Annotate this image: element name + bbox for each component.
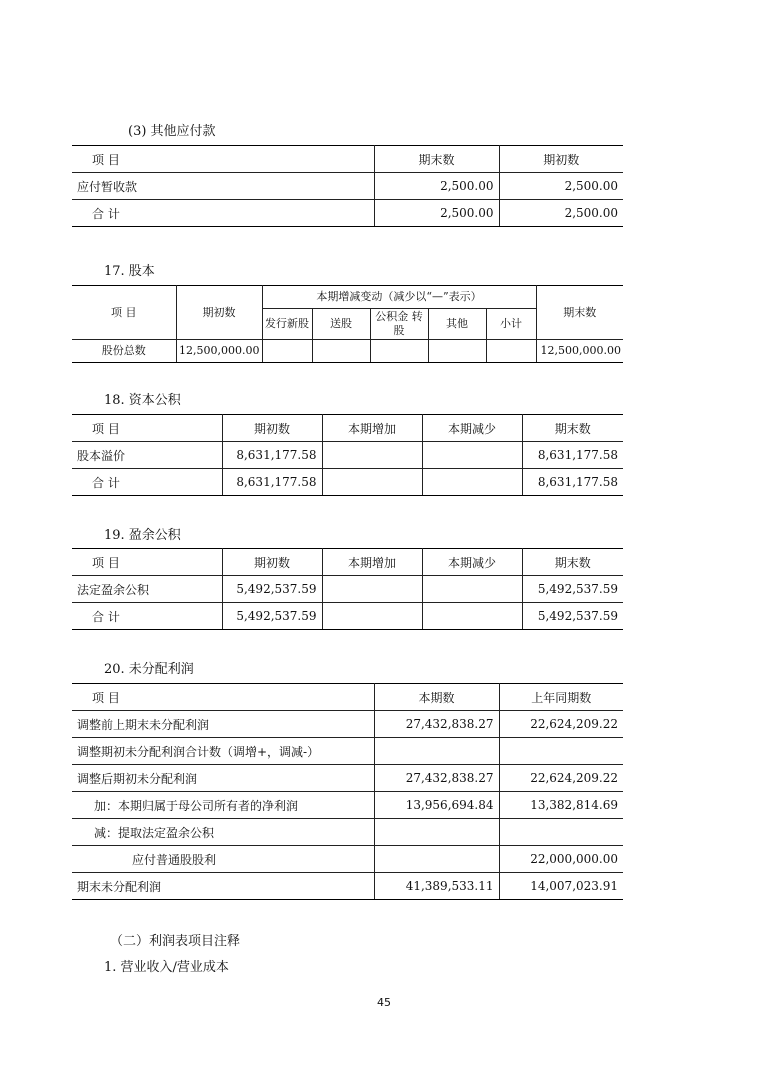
row-label: 股本溢价 bbox=[72, 442, 222, 469]
section-heading-surplus-reserve: 19. 盈余公积 bbox=[104, 528, 181, 543]
section-heading-income-statement-notes: （二）利润表项目注释 bbox=[110, 934, 241, 949]
table-row bbox=[72, 711, 623, 738]
row-begin: 12,500,000.00 bbox=[176, 340, 262, 363]
row-current: 13,956,694.84 bbox=[374, 792, 499, 819]
table-row bbox=[72, 765, 623, 792]
undistributed-profit-table bbox=[72, 683, 623, 900]
row-label: 调整前上期末未分配利润 bbox=[72, 711, 374, 738]
row-increase bbox=[322, 469, 422, 496]
row-end: 5,492,537.59 bbox=[522, 576, 623, 603]
header-other: 其他 bbox=[428, 309, 486, 340]
row-prior-year: 22,624,209.22 bbox=[499, 765, 623, 792]
table-header-row bbox=[72, 286, 623, 309]
table-row-total bbox=[72, 603, 623, 630]
table-row-total bbox=[72, 469, 623, 496]
row-end: 2,500.00 bbox=[374, 200, 499, 227]
table-row-total bbox=[72, 200, 623, 227]
row-current: 27,432,838.27 bbox=[374, 765, 499, 792]
row-begin: 2,500.00 bbox=[499, 173, 623, 200]
row-prior-year: 14,007,023.91 bbox=[499, 873, 623, 900]
page-number: 45 bbox=[377, 996, 391, 1009]
row-current bbox=[374, 846, 499, 873]
table-row bbox=[72, 576, 623, 603]
header-change: 本期增减变动（减少以“—”表示） bbox=[262, 286, 536, 309]
row-current bbox=[374, 738, 499, 765]
header-item: 项 目 bbox=[72, 684, 374, 711]
row-decrease bbox=[422, 469, 522, 496]
row-end: 5,492,537.59 bbox=[522, 603, 623, 630]
header-item: 项 目 bbox=[72, 549, 222, 576]
row-label: 调整期初未分配利润合计数（调增+，调减-） bbox=[72, 738, 374, 765]
row-current bbox=[374, 819, 499, 846]
row-prior-year: 22,000,000.00 bbox=[499, 846, 623, 873]
row-decrease bbox=[422, 442, 522, 469]
row-other bbox=[428, 340, 486, 363]
share-capital-table bbox=[72, 285, 623, 363]
table-header-row bbox=[72, 549, 623, 576]
row-prior-year bbox=[499, 738, 623, 765]
header-current: 本期数 bbox=[374, 684, 499, 711]
table-row bbox=[72, 738, 623, 765]
row-bonus bbox=[312, 340, 370, 363]
row-begin: 5,492,537.59 bbox=[222, 576, 322, 603]
table-row bbox=[72, 873, 623, 900]
row-begin: 8,631,177.58 bbox=[222, 469, 322, 496]
row-begin: 5,492,537.59 bbox=[222, 603, 322, 630]
header-decrease: 本期减少 bbox=[422, 415, 522, 442]
table-header-row bbox=[72, 415, 623, 442]
header-begin: 期初数 bbox=[499, 146, 623, 173]
row-label: 股份总数 bbox=[72, 340, 176, 363]
header-begin: 期初数 bbox=[176, 286, 262, 340]
table-row bbox=[72, 819, 623, 846]
header-subtotal: 小计 bbox=[486, 309, 536, 340]
section-heading-undistributed-profit: 20. 未分配利润 bbox=[104, 662, 194, 677]
header-increase: 本期增加 bbox=[322, 549, 422, 576]
table-row bbox=[72, 340, 623, 363]
row-increase bbox=[322, 603, 422, 630]
table-row bbox=[72, 442, 623, 469]
row-new-shares bbox=[262, 340, 312, 363]
row-label: 合 计 bbox=[72, 200, 374, 227]
section-heading-revenue-cost: 1. 营业收入/营业成本 bbox=[104, 960, 229, 975]
row-subtotal bbox=[486, 340, 536, 363]
row-decrease bbox=[422, 576, 522, 603]
row-end: 8,631,177.58 bbox=[522, 442, 623, 469]
row-current: 41,389,533.11 bbox=[374, 873, 499, 900]
row-prior-year bbox=[499, 819, 623, 846]
row-increase bbox=[322, 576, 422, 603]
row-label: 减：提取法定盈余公积 bbox=[72, 819, 374, 846]
row-end: 12,500,000.00 bbox=[536, 340, 623, 363]
header-new-shares: 发行新股 bbox=[262, 309, 312, 340]
header-bonus: 送股 bbox=[312, 309, 370, 340]
row-label: 合 计 bbox=[72, 603, 222, 630]
row-begin: 8,631,177.58 bbox=[222, 442, 322, 469]
row-label: 加：本期归属于母公司所有者的净利润 bbox=[72, 792, 374, 819]
header-begin: 期初数 bbox=[222, 549, 322, 576]
header-decrease: 本期减少 bbox=[422, 549, 522, 576]
header-reserve: 公积金 转股 bbox=[370, 309, 428, 340]
header-end: 期末数 bbox=[374, 146, 499, 173]
row-prior-year: 22,624,209.22 bbox=[499, 711, 623, 738]
header-item: 项 目 bbox=[72, 146, 374, 173]
header-end: 期末数 bbox=[522, 415, 623, 442]
row-label: 应付暂收款 bbox=[72, 173, 374, 200]
header-prior-year: 上年同期数 bbox=[499, 684, 623, 711]
row-label: 合 计 bbox=[72, 469, 222, 496]
header-item: 项 目 bbox=[72, 415, 222, 442]
row-decrease bbox=[422, 603, 522, 630]
row-end: 8,631,177.58 bbox=[522, 469, 623, 496]
table-row bbox=[72, 173, 623, 200]
row-prior-year: 13,382,814.69 bbox=[499, 792, 623, 819]
capital-reserve-table bbox=[72, 414, 623, 496]
header-end: 期末数 bbox=[522, 549, 623, 576]
row-begin: 2,500.00 bbox=[499, 200, 623, 227]
section-heading-other-payables: (3) 其他应付款 bbox=[128, 124, 216, 139]
row-current: 27,432,838.27 bbox=[374, 711, 499, 738]
row-reserve bbox=[370, 340, 428, 363]
header-increase: 本期增加 bbox=[322, 415, 422, 442]
row-label: 调整后期初未分配利润 bbox=[72, 765, 374, 792]
row-label: 期末未分配利润 bbox=[72, 873, 374, 900]
table-header-row bbox=[72, 146, 623, 173]
table-row bbox=[72, 792, 623, 819]
section-heading-share-capital: 17. 股本 bbox=[104, 264, 155, 279]
row-label: 法定盈余公积 bbox=[72, 576, 222, 603]
header-end: 期末数 bbox=[536, 286, 623, 340]
section-heading-capital-reserve: 18. 资本公积 bbox=[104, 393, 181, 408]
header-begin: 期初数 bbox=[222, 415, 322, 442]
row-end: 2,500.00 bbox=[374, 173, 499, 200]
surplus-reserve-table bbox=[72, 548, 623, 630]
header-item: 项 目 bbox=[72, 286, 176, 340]
table-row bbox=[72, 846, 623, 873]
row-increase bbox=[322, 442, 422, 469]
row-label: 应付普通股股利 bbox=[72, 846, 374, 873]
table-header-row bbox=[72, 684, 623, 711]
other-payables-table bbox=[72, 145, 623, 227]
